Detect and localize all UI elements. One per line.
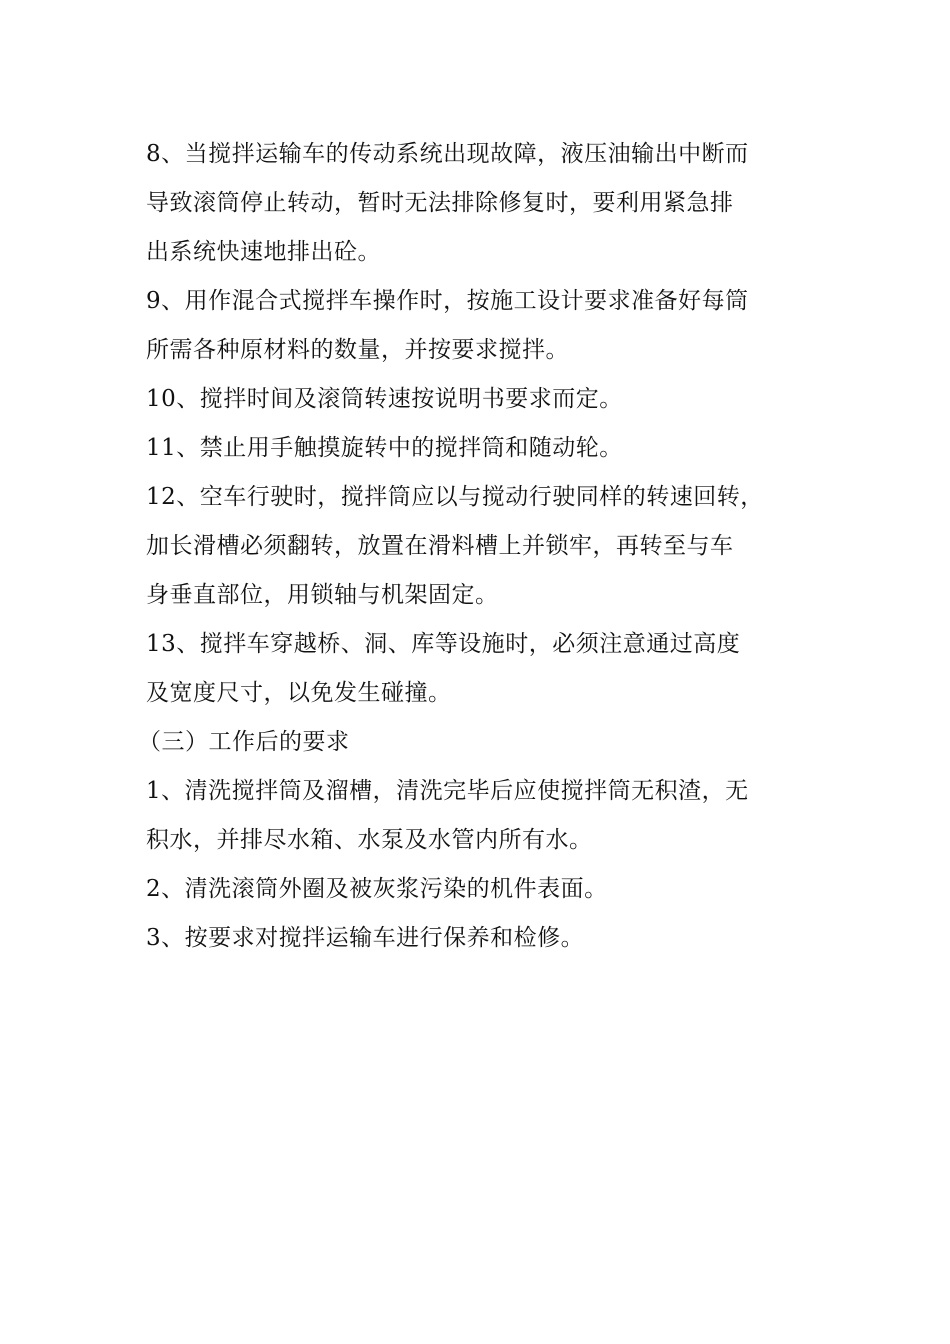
paragraph-item-10: [146, 375, 826, 424]
heading-text: （三）工作后的要求: [138, 729, 350, 755]
paragraph-item-3: [146, 914, 826, 963]
paragraph-item-13: [146, 620, 826, 718]
text-line: 及宽度尺寸，以免发生碰撞。: [146, 680, 452, 706]
text-line: 9、用作混合式搅拌车操作时，按施工设计要求准备好每筒: [146, 288, 749, 314]
text-line: 加长滑槽必须翻转，放置在滑料槽上并锁牢，再转至与车: [146, 533, 734, 559]
text-line: 身垂直部位，用锁轴与机架固定。: [146, 582, 499, 608]
text-line: 8、当搅拌运输车的传动系统出现故障，液压油输出中断而: [146, 141, 749, 167]
document-body: [138, 130, 826, 963]
text-line: 1、清洗搅拌筒及溜槽，清洗完毕后应使搅拌筒无积渣，无: [146, 778, 749, 804]
paragraph-item-11: [146, 424, 826, 473]
section-heading: [138, 718, 826, 767]
text-line: 积水，并排尽水箱、水泵及水管内所有水。: [146, 827, 593, 853]
text-line: 13、搅拌车穿越桥、洞、库等设施时，必须注意通过高度: [146, 631, 741, 657]
text-line: 3、按要求对搅拌运输车进行保养和检修。: [146, 925, 585, 951]
text-line: 12、空车行驶时，搅拌筒应以与搅动行驶同样的转速回转，: [146, 484, 764, 510]
text-line: 10、搅拌时间及滚筒转速按说明书要求而定。: [146, 386, 623, 412]
paragraph-item-2: [146, 865, 826, 914]
text-line: 2、清洗滚筒外圈及被灰浆污染的机件表面。: [146, 876, 608, 902]
text-line: 11、禁止用手触摸旋转中的搅拌筒和随动轮。: [146, 435, 623, 461]
paragraph-item-12: [146, 473, 826, 620]
paragraph-item-9: [146, 277, 826, 375]
paragraph-item-1: [146, 767, 826, 865]
text-line: 出系统快速地排出砼。: [146, 239, 381, 265]
text-line: 导致滚筒停止转动，暂时无法排除修复时，要利用紧急排: [146, 190, 734, 216]
text-line: 所需各种原材料的数量，并按要求搅拌。: [146, 337, 569, 363]
paragraph-item-8: [146, 130, 826, 277]
